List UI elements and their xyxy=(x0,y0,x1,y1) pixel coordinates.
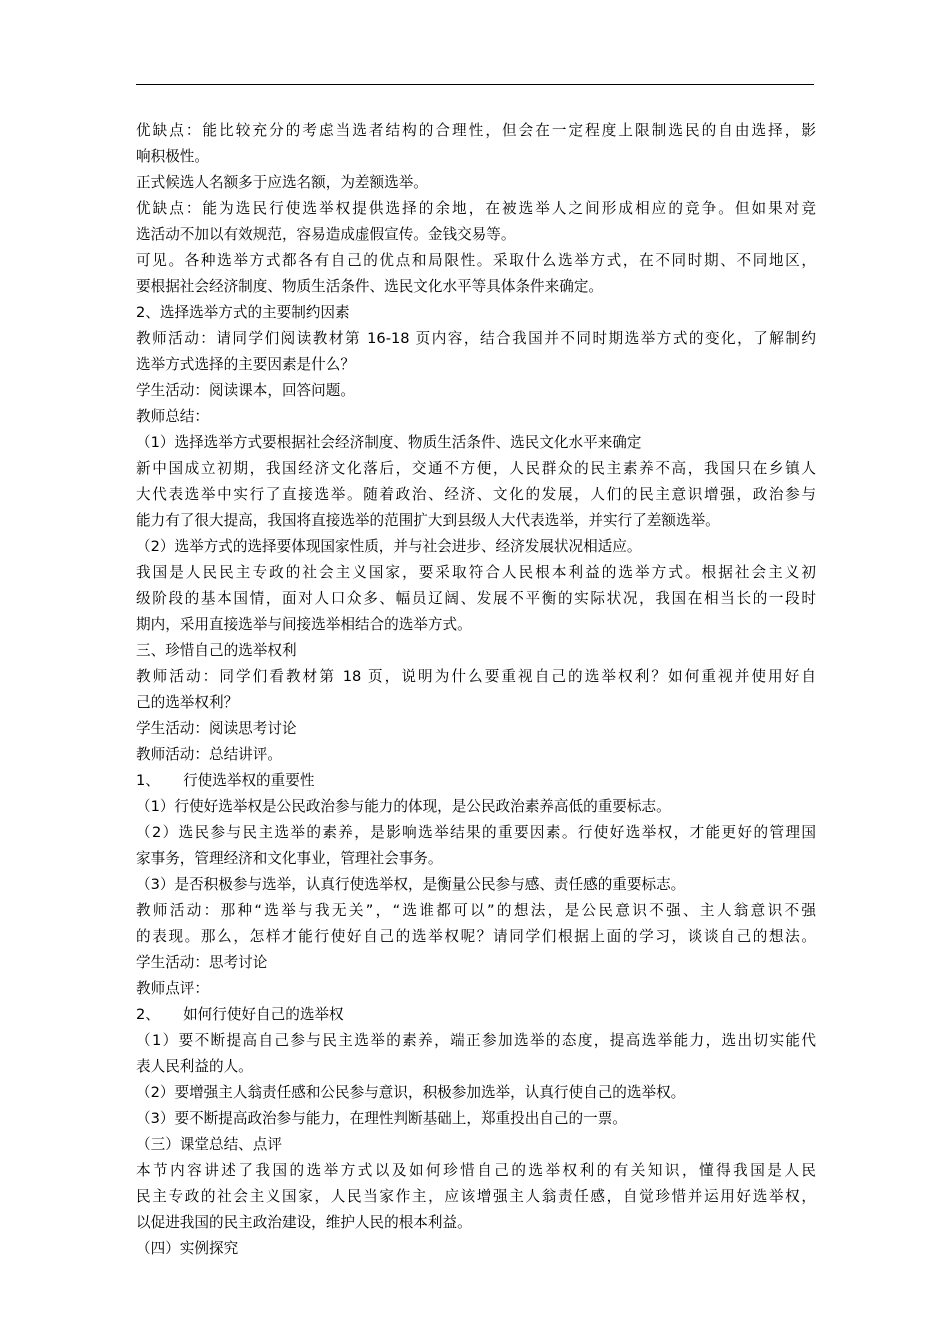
document-body xyxy=(136,118,816,1262)
text-line: 选举方式选择的主要因素是什么？ xyxy=(136,356,355,373)
header-rule xyxy=(136,84,814,85)
text-line: （2）选举方式的选择要体现国家性质，并与社会进步、经济发展状况相适应。 xyxy=(136,538,642,555)
text-line: 优缺点：能比较充分的考虑当选者结构的合理性，但会在一定程度上限制选民的自由选择，影 xyxy=(136,122,816,139)
text-line: 的表现。那么，怎样才能行使好自己的选举权呢？请同学们根据上面的学习，谈谈自己的想法。 xyxy=(136,928,816,945)
text-line: （1）选择选举方式要根据社会经济制度、物质生活条件、选民文化水平来确定 xyxy=(136,434,642,451)
text-line: （四）实例探究 xyxy=(136,1240,239,1257)
text-line: 己的选举权利？ xyxy=(136,694,239,711)
text-line: 本节内容讲述了我国的选举方式以及如何珍惜自己的选举权利的有关知识，懂得我国是人民 xyxy=(136,1162,816,1179)
text-line: 选活动不加以有效规范，容易造成虚假宣传。金钱交易等。 xyxy=(136,226,516,243)
text-line: 教师点评： xyxy=(136,980,209,997)
text-line: 教师活动：请同学们阅读教材第 16-18 页内容，结合我国并不同时期选举方式的变化，了解制约 xyxy=(136,330,816,347)
text-line: （3）要不断提高政治参与能力，在理性判断基础上，郑重投出自己的一票。 xyxy=(136,1110,627,1127)
text-line: 学生活动：阅读课本，回答问题。 xyxy=(136,382,355,399)
text-line: 家事务，管理经济和文化事业，管理社会事务。 xyxy=(136,850,443,867)
text-line: （2）选民参与民主选举的素养，是影响选举结果的重要因素。行使好选举权，才能更好的管理国 xyxy=(136,824,816,841)
text-line: 级阶段的基本国情，面对人口众多、幅员辽阔、发展不平衡的实际状况，我国在相当长的一段时 xyxy=(136,590,816,607)
text-line: 教师总结： xyxy=(136,408,209,425)
text-line: 要根据社会经济制度、物质生活条件、选民文化水平等具体条件来确定。 xyxy=(136,278,604,295)
text-line: 新中国成立初期，我国经济文化落后，交通不方便，人民群众的民主素养不高，我国只在乡镇人 xyxy=(136,460,816,477)
text-line: 1、 行使选举权的重要性 xyxy=(136,772,315,789)
text-line: （3）是否积极参与选举，认真行使选举权，是衡量公民参与感、责任感的重要标志。 xyxy=(136,876,686,893)
text-line: （2）要增强主人翁责任感和公民参与意识，积极参加选举，认真行使自己的选举权。 xyxy=(136,1084,686,1101)
text-line: 2、 如何行使好自己的选举权 xyxy=(136,1006,344,1023)
text-line: （1）要不断提高自己参与民主选举的素养，端正参加选举的态度，提高选举能力，选出切实能代 xyxy=(136,1032,816,1049)
text-line: 教师活动：总结讲评。 xyxy=(136,746,282,763)
text-line: 教师活动：同学们看教材第 18 页，说明为什么要重视自己的选举权利？如何重视并使用好自 xyxy=(136,668,816,685)
text-line: 我国是人民民主专政的社会主义国家，要采取符合人民根本利益的选举方式。根据社会主义初 xyxy=(136,564,816,581)
text-line: 民主专政的社会主义国家，人民当家作主，应该增强主人翁责任感，自觉珍惜并运用好选举权， xyxy=(136,1188,816,1205)
text-line: 2、选择选举方式的主要制约因素 xyxy=(136,304,350,321)
text-line: 正式候选人名额多于应选名额，为差额选举。 xyxy=(136,174,428,191)
text-line: 优缺点：能为选民行使选举权提供选择的余地，在被选举人之间形成相应的竞争。但如果对竞 xyxy=(136,200,816,217)
text-line: 表人民利益的人。 xyxy=(136,1058,253,1075)
text-line: （1）行使好选举权是公民政治参与能力的体现，是公民政治素养高低的重要标志。 xyxy=(136,798,671,815)
text-line: 响积极性。 xyxy=(136,148,209,165)
text-line: 大代表选举中实行了直接选举。随着政治、经济、文化的发展，人们的民主意识增强，政治参与 xyxy=(136,486,816,503)
text-line: 学生活动：阅读思考讨论 xyxy=(136,720,297,737)
text-line: 可见。各种选举方式都各有自己的优点和局限性。采取什么选举方式，在不同时期、不同地区， xyxy=(136,252,816,269)
text-line: （三）课堂总结、点评 xyxy=(136,1136,282,1153)
text-line: 学生活动：思考讨论 xyxy=(136,954,268,971)
text-line: 期内，采用直接选举与间接选举相结合的选举方式。 xyxy=(136,616,472,633)
text-line: 三、珍惜自己的选举权利 xyxy=(136,642,297,659)
text-line: 能力有了很大提高，我国将直接选举的范围扩大到县级人大代表选举，并实行了差额选举。 xyxy=(136,512,720,529)
text-line: 教师活动：那种“选举与我无关”，“选谁都可以”的想法，是公民意识不强、主人翁意识不强 xyxy=(136,902,816,919)
text-line: 以促进我国的民主政治建设，维护人民的根本利益。 xyxy=(136,1214,472,1231)
